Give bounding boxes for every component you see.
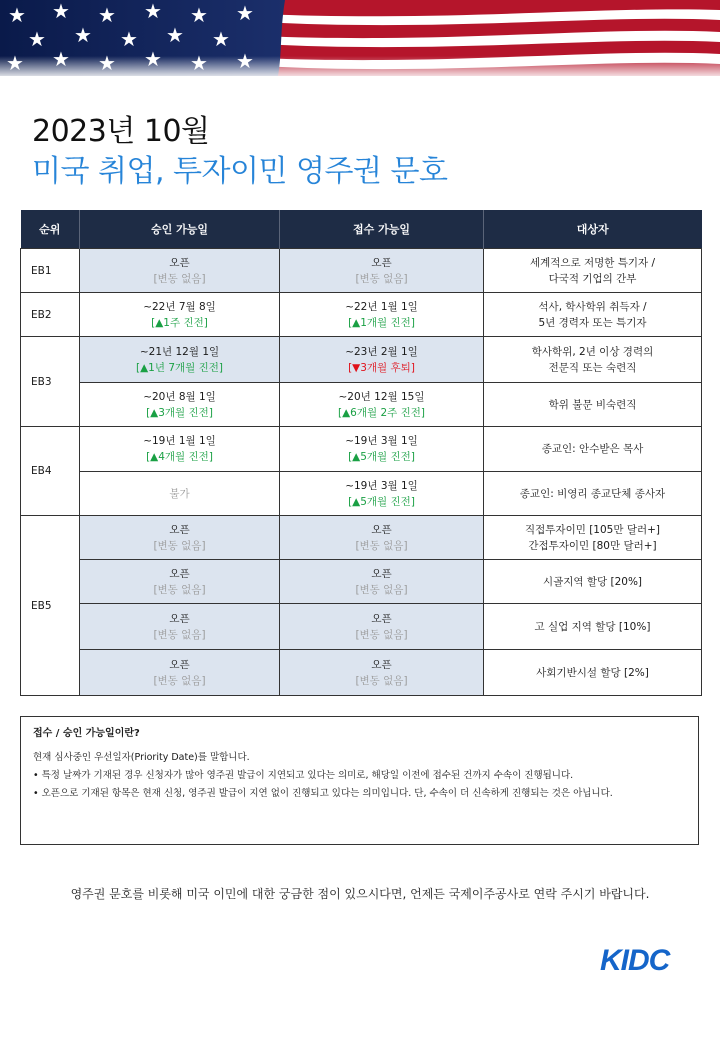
table-row [21, 293, 702, 337]
eligible-cell [484, 604, 702, 650]
filing-date: ~20년 12월 15일 [338, 390, 425, 403]
filing-cell [280, 604, 484, 650]
eligible-cell [484, 650, 702, 696]
eligible-line: 종교인: 안수받은 목사 [541, 443, 644, 455]
category-eb4: EB4 [21, 427, 80, 516]
filing-date: 오픈 [371, 658, 392, 671]
eligible-cell [484, 249, 702, 293]
filing-date: ~22년 1월 1일 [345, 300, 418, 313]
filing-change: [▼3개월 후퇴] [348, 361, 415, 374]
final-action-cell [80, 337, 280, 383]
svg-text:★: ★ [52, 0, 70, 23]
final-change: [변동 없음] [153, 539, 206, 552]
table-row [21, 472, 702, 516]
final-action-cell [80, 293, 280, 337]
category-eb5: EB5 [21, 516, 80, 696]
eligible-cell [484, 472, 702, 516]
table-header-row [21, 210, 702, 249]
column-header-rank: 순위 [21, 210, 80, 249]
svg-text:★: ★ [28, 27, 46, 51]
table-row [21, 249, 702, 293]
filing-change: [▲1개월 진전] [348, 316, 415, 329]
filing-date: ~23년 2월 1일 [345, 345, 418, 358]
category-eb2: EB2 [21, 293, 80, 337]
final-action-cell [80, 650, 280, 696]
eligible-cell [484, 293, 702, 337]
eligible-line: 종교인: 비영리 종교단체 종사자 [519, 487, 666, 500]
eligible-cell [484, 516, 702, 560]
filing-date: ~19년 3월 1일 [345, 479, 418, 492]
eligible-line: 다국적 기업의 간부 [548, 272, 637, 285]
filing-change: [▲5개월 진전] [348, 495, 415, 508]
final-action-cell [80, 249, 280, 293]
final-action-cell [80, 383, 280, 427]
final-date: ~22년 7월 8일 [143, 300, 216, 313]
kidc-logo: KIDC [600, 944, 670, 977]
filing-cell [280, 427, 484, 472]
filing-change: [변동 없음] [355, 272, 408, 285]
table-row [21, 604, 702, 650]
filing-cell [280, 516, 484, 560]
final-change: [변동 없음] [153, 272, 206, 285]
filing-date: 오픈 [371, 256, 392, 269]
category-eb1: EB1 [21, 249, 80, 293]
column-header-eligible: 대상자 [484, 210, 702, 249]
eligible-cell [484, 337, 702, 383]
table-row [21, 560, 702, 604]
final-date: ~21년 12월 1일 [139, 345, 220, 358]
filing-cell [280, 249, 484, 293]
final-action-cell [80, 604, 280, 650]
eligible-line: 5년 경력자 또는 특기자 [538, 316, 647, 329]
final-date: 오픈 [169, 658, 190, 671]
filing-date: 오픈 [371, 567, 392, 580]
final-date: 오픈 [169, 256, 190, 269]
svg-text:★: ★ [144, 0, 162, 23]
column-header-filing-date: 접수 가능일 [280, 210, 484, 249]
filing-change: [변동 없음] [355, 583, 408, 596]
svg-text:★: ★ [190, 3, 208, 27]
svg-text:★: ★ [166, 23, 184, 47]
eligible-cell [484, 427, 702, 472]
final-change: [변동 없음] [153, 674, 206, 687]
notes-line: 현재 심사중인 우선일자(Priority Date)를 말합니다. [33, 752, 250, 763]
final-change: [변동 없음] [153, 583, 206, 596]
eligible-line: 학사학위, 2년 이상 경력의 [531, 345, 654, 358]
svg-text:★: ★ [98, 3, 116, 27]
final-action-cell [80, 560, 280, 604]
notes-line: • 특정 날짜가 기재된 경우 신청자가 많아 영주권 발급이 지연되고 있다는 의미로, 해당일 이전에 접수된 건까지 수속이 진행됩니다. [33, 770, 574, 781]
notes-line: • 오픈으로 기재된 항목은 현재 신청, 영주권 발급이 지연 없이 진행되고 있다는 의미입니다. 단, 수속이 더 신속하게 진행되는 것은 아닙니다. [33, 788, 613, 799]
filing-date: 오픈 [371, 523, 392, 536]
svg-text:★: ★ [8, 3, 26, 27]
final-change: [▲3개월 진전] [146, 406, 213, 419]
final-unavailable: 불가 [169, 487, 190, 500]
eligible-line: 시골지역 할당 [20%] [542, 575, 643, 588]
eligible-line: 사회기반시설 할당 [2%] [536, 666, 649, 679]
svg-text:★: ★ [212, 27, 230, 51]
filing-cell [280, 337, 484, 383]
filing-change: [▲6개월 2주 진전] [337, 406, 426, 419]
final-change: [▲1주 진전] [151, 316, 208, 329]
final-action-cell [80, 516, 280, 560]
column-header-final-action-date: 승인 가능일 [80, 210, 280, 249]
filing-cell [280, 383, 484, 427]
notes-box [20, 716, 699, 845]
eligible-line: 고 실업 지역 할당 [10%] [534, 620, 651, 633]
flag-image [0, 0, 720, 76]
notes-heading: 접수 / 승인 가능일이란? [33, 728, 140, 739]
footer-contact-text: 영주권 문호를 비롯해 미국 이민에 대한 궁금한 점이 있으시다면, 언제든 국제이주공사로 연락 주시기 바랍니다. [70, 887, 650, 901]
filing-cell [280, 560, 484, 604]
filing-cell [280, 293, 484, 337]
table-row [21, 516, 702, 560]
final-date: ~19년 1월 1일 [143, 435, 216, 447]
table-row [21, 650, 702, 696]
final-date: 오픈 [169, 567, 190, 580]
page-title-date: 2023년 10월 [32, 114, 210, 149]
filing-date: 오픈 [371, 612, 392, 625]
eligible-cell [484, 383, 702, 427]
eligible-line: 전문직 또는 숙련직 [548, 361, 637, 374]
final-action-cell [80, 472, 280, 516]
final-date: ~20년 8월 1일 [143, 390, 216, 403]
filing-cell [280, 650, 484, 696]
eligible-line: 석사, 학사학위 취득자 / [538, 300, 647, 313]
svg-text:★: ★ [74, 23, 92, 47]
final-action-cell [80, 427, 280, 472]
visa-bulletin-table [20, 210, 702, 696]
eligible-line: 간접투자이민 [80만 달러+] [528, 539, 657, 552]
eligible-line: 직접투자이민 [105만 달러+] [525, 523, 660, 536]
page-title: 미국 취업, 투자이민 영주권 문호 [32, 154, 448, 189]
filing-change: [▲5개월 진전] [348, 451, 415, 463]
eligible-line: 세계적으로 저명한 특기자 / [529, 256, 656, 269]
filing-cell [280, 472, 484, 516]
eligible-line: 학위 불문 비숙련직 [548, 398, 637, 411]
svg-text:★: ★ [120, 27, 138, 51]
table-row [21, 427, 702, 472]
final-change: [▲4개월 진전] [146, 451, 213, 463]
filing-date: ~19년 3월 1일 [345, 435, 418, 447]
table-row [21, 337, 702, 383]
us-flag-banner [0, 0, 720, 76]
category-eb3: EB3 [21, 337, 80, 427]
final-change: [변동 없음] [153, 628, 206, 641]
eligible-cell [484, 560, 702, 604]
final-date: 오픈 [169, 612, 190, 625]
filing-change: [변동 없음] [355, 539, 408, 552]
final-change: [▲1년 7개월 진전] [135, 361, 224, 374]
filing-change: [변동 없음] [355, 674, 408, 687]
filing-change: [변동 없음] [355, 628, 408, 641]
svg-text:★: ★ [236, 1, 254, 25]
final-date: 오픈 [169, 523, 190, 536]
table-row [21, 383, 702, 427]
